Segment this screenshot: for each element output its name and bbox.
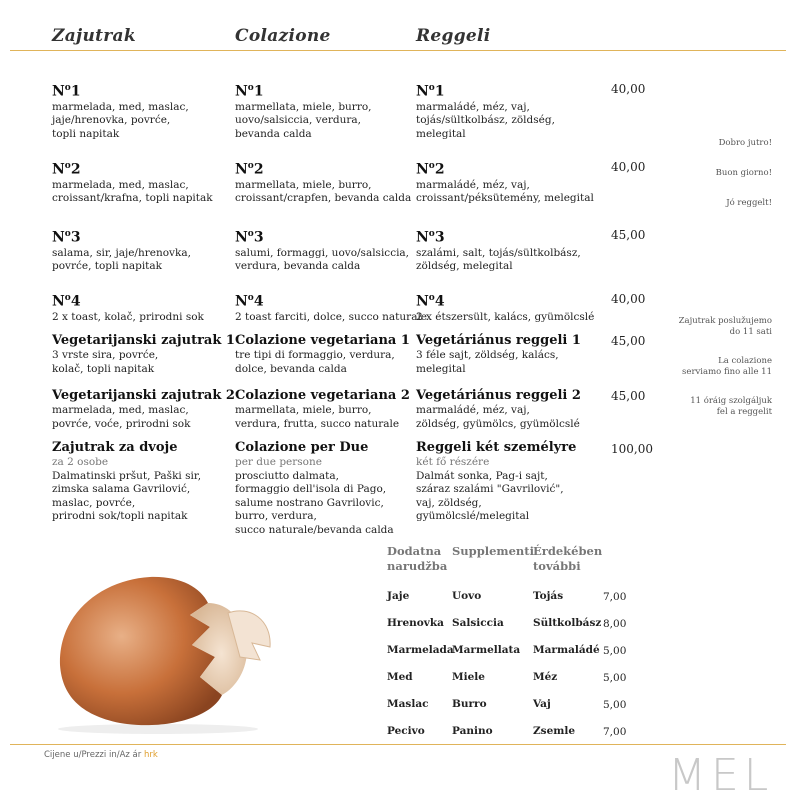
special-title: Vegetáriánus reggeli 1 bbox=[416, 333, 581, 348]
menu-line: marmaládé, méz, vaj, bbox=[416, 178, 530, 191]
menu-item-hu bbox=[416, 158, 594, 206]
number-sign: o bbox=[247, 83, 254, 93]
number-sign: o bbox=[428, 229, 435, 239]
supplement-hr: Med bbox=[387, 671, 413, 683]
menu-line: melegital bbox=[416, 362, 466, 375]
number-sign: o bbox=[247, 161, 254, 171]
footer-currency: hrk bbox=[143, 750, 158, 760]
supplement-hu: Vaj bbox=[533, 698, 551, 710]
serving-note bbox=[682, 356, 772, 378]
item-number bbox=[52, 226, 191, 247]
menu-line: formaggio dell'isola di Pago, bbox=[235, 483, 387, 495]
supplement-price: 7,00 bbox=[603, 591, 627, 603]
menu-line: salama, sir, jaje/hrenovka, bbox=[52, 246, 191, 259]
menu-item-it bbox=[235, 80, 372, 141]
supplement-price: 8,00 bbox=[603, 618, 627, 630]
duo-title: Zajutrak za dvoje bbox=[52, 440, 178, 455]
number-prefix: N bbox=[235, 161, 248, 178]
number-sign: o bbox=[247, 293, 254, 303]
special-item-hu bbox=[416, 333, 581, 376]
greeting-note: Jó reggelt! bbox=[726, 198, 772, 208]
supplement-hu: Tojás bbox=[533, 590, 564, 602]
supplement-it: Panino bbox=[452, 725, 493, 737]
menu-item-hr bbox=[52, 226, 191, 274]
menu-line: tojás/sültkolbász, zöldség, bbox=[416, 114, 555, 127]
number-sign: o bbox=[428, 83, 435, 93]
number-value: 4 bbox=[70, 293, 81, 310]
number-prefix: N bbox=[52, 83, 65, 100]
menu-line: 2 toast farciti, dolce, succo naturale bbox=[235, 310, 428, 323]
supplement-it: Salsiccia bbox=[452, 617, 504, 629]
item-price: 40,00 bbox=[611, 160, 646, 174]
number-prefix: N bbox=[416, 229, 429, 246]
duo-item-hr bbox=[52, 440, 201, 524]
supplement-hu: Sültkolbász bbox=[533, 617, 602, 629]
footer-text: Cijene u/Prezzi in/Az ár bbox=[44, 750, 142, 760]
supplement-header bbox=[452, 544, 534, 559]
menu-line: marmelada, med, maslac, bbox=[52, 100, 189, 113]
duo-title: Colazione per Due bbox=[235, 440, 369, 455]
item-number bbox=[235, 226, 409, 247]
menu-line: verdura, bevanda calda bbox=[235, 260, 361, 273]
special-item-hr bbox=[52, 333, 235, 376]
menu-line: croissant/péksütemény, melegital bbox=[416, 192, 594, 205]
special-title: Vegetarijanski zajutrak 2 bbox=[52, 388, 235, 403]
menu-line: zöldség, gyümölcs, gyümölcslé bbox=[416, 417, 580, 430]
menu-line: marmellata, miele, burro, bbox=[235, 100, 372, 113]
supplement-hu: Méz bbox=[533, 671, 558, 683]
number-sign: o bbox=[428, 293, 435, 303]
menu-line: prosciutto dalmata, bbox=[235, 469, 339, 482]
serving-note bbox=[679, 316, 772, 338]
item-number bbox=[416, 80, 555, 101]
menu-item-it bbox=[235, 226, 409, 274]
menu-line: maslac, povrće, bbox=[52, 496, 136, 509]
menu-item-hu bbox=[416, 290, 594, 324]
item-number bbox=[235, 290, 427, 311]
menu-item-it bbox=[235, 158, 411, 206]
supplement-hr: Hrenovka bbox=[387, 617, 444, 629]
menu-line: dolce, bevanda calda bbox=[235, 362, 347, 375]
menu-line: gyümölcslé/melegital bbox=[416, 510, 530, 522]
item-number bbox=[235, 158, 411, 179]
item-number bbox=[416, 226, 581, 247]
number-value: 1 bbox=[434, 83, 445, 100]
menu-line: prirodni sok/topli napitak bbox=[52, 510, 188, 522]
menu-item-hu bbox=[416, 226, 581, 274]
menu-line: zimska salama Gavrilović, bbox=[52, 483, 191, 495]
top-rule bbox=[10, 50, 786, 51]
supplement-it: Uovo bbox=[452, 590, 482, 602]
menu-line: 2 x toast, kolač, prirodni sok bbox=[52, 310, 204, 323]
number-sign: o bbox=[64, 161, 71, 171]
menu-line: croissant/krafna, topli napitak bbox=[52, 192, 213, 205]
item-number bbox=[52, 290, 204, 311]
number-prefix: N bbox=[235, 83, 248, 100]
special-price: 45,00 bbox=[611, 389, 646, 403]
supplement-it: Marmellata bbox=[452, 644, 521, 656]
supplement-price: 5,00 bbox=[603, 672, 627, 684]
duo-item-hu bbox=[416, 440, 576, 524]
menu-line: 3 féle sajt, zöldség, kalács, bbox=[416, 349, 559, 361]
supplement-header-line: Érdekében bbox=[533, 544, 603, 558]
menu-line: marmellata, miele, burro, bbox=[235, 178, 372, 191]
menu-line: salume nostrano Gavrilovic, bbox=[235, 496, 384, 509]
item-number bbox=[416, 290, 594, 311]
menu-item-hr bbox=[52, 290, 204, 324]
footer-note bbox=[44, 750, 158, 760]
item-number bbox=[235, 80, 372, 101]
menu-line: 2 x étszersült, kalács, gyümölcslé bbox=[416, 310, 595, 323]
serving-note-line: Zajutrak poslužujemo bbox=[678, 316, 772, 326]
menu-item-hr bbox=[52, 158, 213, 206]
number-prefix: N bbox=[416, 161, 429, 178]
menu-line: Dalmát sonka, Pag-i sajt, bbox=[416, 469, 548, 482]
menu-line: száraz szalámi "Gavrilović", bbox=[416, 483, 564, 495]
menu-line: marmelada, med, maslac, bbox=[52, 404, 189, 416]
number-value: 1 bbox=[253, 83, 264, 100]
menu-line: kolač, topli napitak bbox=[52, 362, 155, 375]
number-sign: o bbox=[64, 293, 71, 303]
number-prefix: N bbox=[235, 293, 248, 310]
supplement-it: Miele bbox=[452, 671, 485, 683]
item-number bbox=[52, 80, 189, 101]
special-price: 45,00 bbox=[611, 334, 646, 348]
menu-line: croissant/crapfen, bevanda calda bbox=[235, 192, 412, 205]
menu-line: melegital bbox=[416, 127, 466, 140]
number-sign: o bbox=[64, 229, 71, 239]
special-item-hu bbox=[416, 388, 581, 431]
number-prefix: N bbox=[52, 293, 65, 310]
supplement-header bbox=[387, 544, 447, 574]
duo-subtitle: za 2 osobe bbox=[52, 456, 109, 468]
bottom-rule bbox=[10, 744, 786, 745]
menu-item-it bbox=[235, 290, 427, 324]
number-value: 2 bbox=[253, 161, 264, 178]
number-value: 3 bbox=[434, 229, 445, 246]
menu-line: topli napitak bbox=[52, 127, 120, 140]
duo-title: Reggeli két személyre bbox=[416, 440, 577, 455]
serving-note-line: La colazione bbox=[718, 356, 772, 366]
supplement-price: 5,00 bbox=[603, 699, 627, 711]
supplement-header-line: Dodatna bbox=[387, 544, 442, 558]
menu-line: Dalmatinski pršut, Paški sir, bbox=[52, 469, 202, 482]
header-italian: Colazione bbox=[235, 26, 331, 46]
greeting-note: Buon giorno! bbox=[715, 168, 772, 178]
duo-subtitle: per due persone bbox=[235, 456, 322, 468]
menu-line: marmaládé, méz, vaj, bbox=[416, 100, 530, 113]
menu-line: vaj, zöldség, bbox=[416, 496, 482, 509]
menu-line: zöldség, melegital bbox=[416, 260, 513, 273]
number-value: 4 bbox=[253, 293, 264, 310]
menu-line: salumi, formaggi, uovo/salsiccia, bbox=[235, 246, 410, 259]
menu-line: burro, verdura, bbox=[235, 510, 317, 522]
menu-line: verdura, frutta, succo naturale bbox=[235, 417, 400, 430]
number-prefix: N bbox=[52, 229, 65, 246]
menu-line: bevanda calda bbox=[235, 127, 312, 140]
number-prefix: N bbox=[416, 293, 429, 310]
supplement-hr: Pecivo bbox=[387, 725, 425, 737]
supplement-price: 5,00 bbox=[603, 645, 627, 657]
supplement-header bbox=[533, 544, 602, 574]
menu-line: marmellata, miele, burro, bbox=[235, 404, 372, 416]
duo-item-it bbox=[235, 440, 394, 537]
menu-line: jaje/hrenovka, povrće, bbox=[52, 114, 171, 127]
header-croatian: Zajutrak bbox=[52, 26, 136, 46]
serving-note-line: serviamo fino alle 11 bbox=[682, 367, 772, 377]
supplement-hr: Jaje bbox=[387, 590, 410, 602]
special-item-it bbox=[235, 333, 410, 376]
supplement-hu: Zsemle bbox=[533, 725, 576, 737]
number-prefix: N bbox=[416, 83, 429, 100]
supplement-header-line: narudžba bbox=[387, 559, 448, 573]
item-number bbox=[52, 158, 213, 179]
supplement-header-line: további bbox=[533, 559, 581, 573]
number-value: 2 bbox=[434, 161, 445, 178]
menu-line: povrće, voće, prirodni sok bbox=[52, 417, 191, 430]
serving-note-line: do 11 sati bbox=[729, 327, 772, 337]
menu-line: tre tipi di formaggio, verdura, bbox=[235, 349, 395, 361]
number-sign: o bbox=[428, 161, 435, 171]
brand-logo: MEL bbox=[668, 750, 774, 801]
special-item-hr bbox=[52, 388, 235, 431]
item-price: 40,00 bbox=[611, 82, 646, 96]
supplement-price: 7,00 bbox=[603, 726, 627, 738]
serving-note-line: 11 óráig szolgáljuk bbox=[690, 396, 772, 406]
menu-line: marmaládé, méz, vaj, bbox=[416, 404, 530, 416]
menu-line: povrće, topli napitak bbox=[52, 260, 163, 273]
special-title: Colazione vegetariana 2 bbox=[235, 388, 410, 403]
supplement-hr: Maslac bbox=[387, 698, 429, 710]
special-title: Vegetarijanski zajutrak 1 bbox=[52, 333, 235, 348]
menu-line: uovo/salsiccia, verdura, bbox=[235, 114, 361, 127]
number-value: 4 bbox=[434, 293, 445, 310]
number-value: 2 bbox=[70, 161, 81, 178]
menu-item-hr bbox=[52, 80, 189, 141]
supplement-it: Burro bbox=[452, 698, 487, 710]
serving-note-line: fel a reggelit bbox=[716, 407, 772, 417]
menu-line: szalámi, salt, tojás/sültkolbász, bbox=[416, 246, 581, 259]
menu-item-hu bbox=[416, 80, 555, 141]
supplement-hr: Marmelada bbox=[387, 644, 454, 656]
item-number bbox=[416, 158, 594, 179]
number-prefix: N bbox=[235, 229, 248, 246]
menu-line: 3 vrste sira, povrće, bbox=[52, 349, 159, 361]
special-item-it bbox=[235, 388, 410, 431]
item-price: 40,00 bbox=[611, 292, 646, 306]
special-title: Vegetáriánus reggeli 2 bbox=[416, 388, 581, 403]
duo-price: 100,00 bbox=[611, 442, 653, 456]
egg-shell-image bbox=[40, 565, 280, 735]
menu-line: marmelada, med, maslac, bbox=[52, 178, 189, 191]
greeting-note: Dobro jutro! bbox=[718, 138, 772, 148]
supplement-header-line: Supplementi bbox=[452, 544, 534, 558]
number-sign: o bbox=[247, 229, 254, 239]
header-hungarian: Reggeli bbox=[416, 26, 491, 46]
number-prefix: N bbox=[52, 161, 65, 178]
item-price: 45,00 bbox=[611, 228, 646, 242]
menu-line: succo naturale/bevanda calda bbox=[235, 523, 394, 536]
duo-subtitle: két fő részére bbox=[416, 456, 490, 468]
number-value: 1 bbox=[70, 83, 81, 100]
special-title: Colazione vegetariana 1 bbox=[235, 333, 410, 348]
serving-note bbox=[690, 396, 772, 418]
number-sign: o bbox=[64, 83, 71, 93]
supplement-hu: Marmaládé bbox=[533, 644, 600, 656]
number-value: 3 bbox=[70, 229, 81, 246]
number-value: 3 bbox=[253, 229, 264, 246]
